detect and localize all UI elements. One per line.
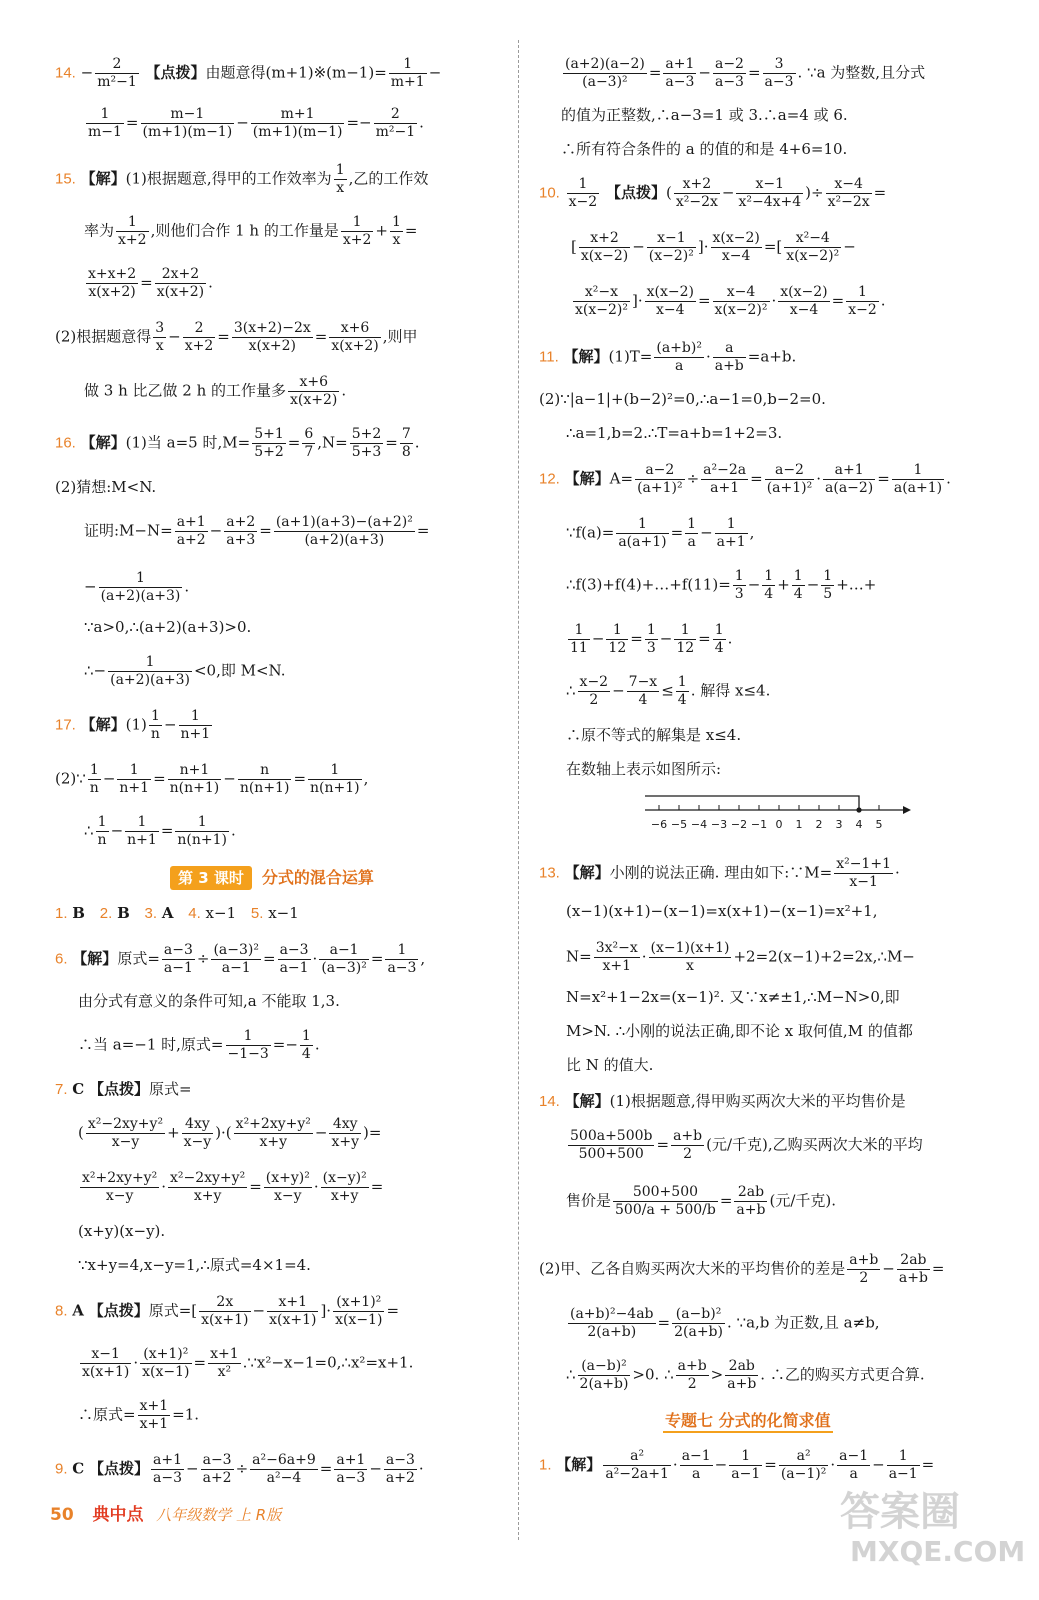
number-line-label: −3 <box>710 818 728 831</box>
equation-line: − $\frac{1}{(a+2)(a+3)}$ . <box>84 570 190 604</box>
question-number: 8. <box>55 1302 68 1320</box>
equation-line: $\frac{(a+2)(a-2)}{\text{(a−3)²}}$ = $\frac{a+1}{a-3}$ − $\frac{a-2}{a-3}$ = $\frac{3}{a-3}$ . ∵a 为整数,且分式 <box>565 56 926 90</box>
question-number: 10. <box>539 184 560 202</box>
text-line: 在数轴上表示如图所示: <box>566 760 722 778</box>
text-line: (x−1)(x+1)−(x−1)=x(x+1)−(x−1)=x²+1, <box>566 902 878 920</box>
text-line: (2)∵|a−1|+(b−2)²=0,∴a−1=0,b−2=0. <box>539 390 826 408</box>
equation-line: $\frac{x-1}{x(x+1)}$ · $\frac{\text{(x+1)²}}{x(x-1)}$ = $\frac{x+1}{\text{x²}}$ .∵x²−x−1=0,∴x²=x+1. <box>82 1346 414 1380</box>
text-line: 由分式有意义的条件可知,a 不能取 1,3. <box>78 992 340 1010</box>
solution-bracket <box>645 796 859 810</box>
text-line: ∴所有符合条件的 a 的值的和是 4+6=10. <box>561 140 848 158</box>
number-line-label: 2 <box>815 818 823 831</box>
text-line: ∵x+y=4,x−y=1,∴原式=4×1=4. <box>78 1256 311 1274</box>
number-line-label: 1 <box>795 818 803 831</box>
answer-8: 8. A 【点拨】原式=[ $\frac{2x}{x(x+1)}$ − $\frac{x+1}{x(x+1)}$ ]· $\frac{\text{(x+1)²}}{x(x-1)}$ = <box>55 1294 400 1328</box>
column-divider <box>518 40 519 1540</box>
question-number: 11. <box>539 348 559 366</box>
number-line-label: −1 <box>750 818 768 831</box>
equation-line: ∵f(a)= $\frac{1}{a(a+1)}$ = $\frac{1}{a}$ − $\frac{1}{a+1}$ , <box>566 516 755 550</box>
text-line: ∴原不等式的解集是 x≤4. <box>566 726 742 744</box>
number-line <box>641 790 911 836</box>
lesson-header <box>170 866 374 890</box>
text-line: N=x²+1−2x=(x−1)². 又∵x≠±1,∴M−N>0,即 <box>566 988 900 1006</box>
text-line: 率为 $\frac{1}{x+2}$ ,则他们合作 1 h 的工作量是 $\frac{1}{x+2}$ + $\frac{1}{x}$ = <box>84 214 418 248</box>
equation-line: 证明:M−N= $\frac{a+1}{a+2}$ − $\frac{a+2}{a+3}$ = $\frac{\text{(a+1)(a+3)−(a+2)²}}{(a+2)(a+3)}$ = <box>84 514 430 548</box>
watermark-url: MXQE.COM <box>850 1535 1026 1568</box>
equation-line: ∴ $\frac{x-2}{2}$ − $\frac{7-x}{4}$ ≤ $\frac{1}{4}$ . 解得 x≤4. <box>566 674 771 708</box>
number-line-label: −2 <box>730 818 748 831</box>
question-number: 7. <box>55 1081 68 1098</box>
question-number: 1. <box>539 1456 552 1474</box>
answer-14b: 14. 【解】(1)根据题意,得甲购买两次大米的平均售价是 <box>539 1092 906 1110</box>
number-line-label: −4 <box>690 818 708 831</box>
answer-7: 7. C 【点拨】原式= <box>55 1080 192 1098</box>
equation-line: 售价是 $\frac{500+500}{500/a + 500/b}$ = $\frac{2ab}{a+b}$ (元/千克). <box>566 1184 836 1218</box>
book-subtitle: 八年级数学 上 R版 <box>156 1506 282 1524</box>
equation-line: ∴− $\frac{1}{(a+2)(a+3)}$ <0,即 M<N. <box>84 654 286 688</box>
text-line: (2)猜想:M<N. <box>55 478 157 496</box>
text-line: ∴a=1,b=2.∴T=a+b=1+2=3. <box>566 424 783 442</box>
text-line: M>N. ∴小刚的说法正确,即不论 x 取何值,M 的值都 <box>566 1022 913 1040</box>
text-line: (2)根据题意得 $\frac{3}{x}$ − $\frac{2}{x+2}$ = $\frac{3(x+2)-2x}{x(x+2)}$ = $\frac{x+6}{x(x+2)}$ ,则甲 <box>55 320 418 354</box>
page-number: 50 <box>50 1505 74 1525</box>
equation-line: $\frac{\text{(a+b)²−4ab}}{2(a+b)}$ = $\frac{\text{(a−b)²}}{2(a+b)}$ . ∵a,b 为正数,且 a≠b, <box>570 1306 880 1340</box>
equation-line: $\frac{\text{x²−x}}{\text{x(x−2)²}}$ ]· $\frac{x(x-2)}{x-4}$ = $\frac{x-4}{\text{x(x−2)²}}$ · $\frac{x(x-2)}{x-4}$ = $\frac{1}{x-2}$ . <box>575 284 886 318</box>
text-line: 的值为正整数,∴a−3=1 或 3.∴a=4 或 6. <box>561 106 848 124</box>
equation-line: (2)甲、乙各自购买两次大米的平均售价的差是 $\frac{a+b}{2}$ − $\frac{2ab}{a+b}$ = <box>539 1252 945 1286</box>
text-line: 比 N 的值大. <box>566 1056 654 1074</box>
equation-line: ( $\frac{\text{x²−2xy+y²}}{x-y}$ + $\frac{4xy}{x-y}$ )·( $\frac{\text{x²+2xy+y²}}{x+y}$ − $\frac{4xy}{x+y}$ )= <box>78 1116 382 1150</box>
text-line: (x+y)(x−y). <box>78 1222 166 1240</box>
solution-endpoint <box>856 807 861 812</box>
answer-9: 9. C 【点拨】 $\frac{a+1}{a-3}$ − $\frac{a-3}{a+2}$ ÷ $\frac{\text{a²−6a+9}}{\text{a²−4}}$ = $\frac{a+1}{a-3}$ − $\frac{a-3}{a+2}$ · <box>55 1452 424 1486</box>
number-line-label: −6 <box>650 818 668 831</box>
answer-15: 15. 【解】(1)根据题意,得甲的工作效率为 $\frac{1}{x}$ ,乙的工作效 <box>55 162 429 196</box>
question-number: 17. <box>55 716 76 734</box>
equation-line: N= $\frac{\text{3x²−x}}{x+1}$ · $\frac{(x-1)(x+1)}{x}$ +2=2(x−1)+2=2x,∴M− <box>566 940 915 974</box>
equation-line: ∴f(3)+f(4)+…+f(11)= $\frac{1}{3}$ − $\frac{1}{4}$ + $\frac{1}{4}$ − $\frac{1}{5}$ +…+ <box>566 568 877 602</box>
lesson-title: 分式的混合运算 <box>261 868 374 887</box>
answer-11: 11. 【解】(1)T= $\frac{\text{(a+b)²}}{a}$ · $\frac{a}{a+b}$ =a+b. <box>539 340 797 374</box>
number-line-label: 4 <box>855 818 863 831</box>
page-footer <box>50 1500 281 1525</box>
question-number: 14. <box>539 1093 560 1110</box>
equation-line: ∴原式= $\frac{x+1}{x+1}$ =1. <box>78 1398 200 1432</box>
answer-6: 6. 【解】原式= $\frac{a-3}{a-1}$ ÷ $\frac{\text{(a−3)²}}{a-1}$ = $\frac{a-3}{a-1}$ · $\frac{a-1}{\text{(a−3)²}}$ = $\frac{1}{a-3}$ , <box>55 942 426 976</box>
equation-line: (2)∵ $\frac{1}{n}$ − $\frac{1}{n+1}$ = $\frac{n+1}{n(n+1)}$ − $\frac{n}{n(n+1)}$ = $\frac{1}{n(n+1)}$ , <box>55 762 369 796</box>
answer-13: 13. 【解】小刚的说法正确. 理由如下:∵M= $\frac{\text{x²−1+1}}{x-1}$ · <box>539 856 900 890</box>
question-number: 9. <box>55 1460 68 1478</box>
question-number: 12. <box>539 470 560 488</box>
equation-line: ∴当 a=−1 时,原式= $\frac{1}{-1-3}$ =− $\frac{1}{4}$ . <box>78 1028 320 1062</box>
watermark-logo: 答案圈 <box>840 1489 960 1535</box>
answer-16: 16. 【解】(1)当 a=5 时,M= $\frac{5+1}{5+2}$ = $\frac{6}{7}$ ,N= $\frac{5+2}{5+3}$ = $\frac{7}{8}$ . <box>55 426 420 460</box>
hint-tag: 【点拨】 <box>145 63 206 82</box>
number-line-arrow <box>903 806 911 814</box>
choice-answers: 1. B 2. B 3. A 4. x−1 5. x−1 <box>55 904 299 922</box>
text-line: ∵a>0,∴(a+2)(a+3)>0. <box>84 618 252 636</box>
equation-line: ∴ $\frac{1}{n}$ − $\frac{1}{n+1}$ = $\frac{1}{n(n+1)}$ . <box>84 814 236 848</box>
equation-line: $\frac{1}{11}$ − $\frac{1}{12}$ = $\frac{1}{3}$ − $\frac{1}{12}$ = $\frac{1}{4}$ . <box>570 622 733 656</box>
equation-line: [ $\frac{x+2}{x(x-2)}$ − $\frac{x-1}{\text{(x−2)²}}$ ]· $\frac{x(x-2)}{x-4}$ =[ $\frac{\text{x²−4}}{\text{x(x−2)²}}$ − <box>571 230 856 264</box>
question-number: 16. <box>55 434 76 452</box>
answer-17: 17. 【解】(1) $\frac{1}{n}$ − $\frac{1}{n+1}$ <box>55 708 211 742</box>
topic-answer-1: 1. 【解】 $\frac{\text{a²}}{\text{a²−2a+1}}$ · $\frac{a-1}{a}$ − $\frac{1}{a-1}$ = $\frac{\text{a²}}{\text{(a−1)²}}$ · $\frac{a-1}{a}$ − $\frac{1}{a-1}$ = <box>539 1448 935 1482</box>
lesson-badge: 第 3 课时 <box>170 866 252 890</box>
number-line-label: −5 <box>670 818 688 831</box>
question-number: 6. <box>55 950 68 968</box>
question-number: 14. <box>55 64 76 82</box>
question-number: 15. <box>55 170 76 188</box>
text-line: 做 3 h 比乙做 2 h 的工作量多 $\frac{x+6}{x(x+2)}$ . <box>84 374 347 408</box>
equation-line: $\frac{x+x+2}{x(x+2)}$ = $\frac{2x+2}{x(x+2)}$ . <box>88 266 213 300</box>
number-line-label: 5 <box>875 818 883 831</box>
equation-line: $\frac{\text{x²+2xy+y²}}{x-y}$ · $\frac{\text{x²−2xy+y²}}{x+y}$ = $\frac{\text{(x+y)²}}{x-y}$ · $\frac{\text{(x−y)²}}{x+y}$ = <box>82 1170 384 1204</box>
answer-12: 12. 【解】A= $\frac{a-2}{\text{(a+1)²}}$ ÷ $\frac{\text{a²−2a}}{a+1}$ = $\frac{a-2}{\text{(a+1)²}}$ · $\frac{a+1}{a(a-2)}$ = $\frac{1}{a(a+1)}$ . <box>539 462 951 496</box>
number-line-label: 0 <box>775 818 783 831</box>
equation-line: ∴ $\frac{\text{(a−b)²}}{2(a+b)}$ >0. ∴ $\frac{a+b}{2}$ > $\frac{2ab}{a+b}$ . ∴乙的购买方式更合算. <box>566 1358 925 1392</box>
answer-10: 10. $\frac{1}{x-2}$ 【点拨】( $\frac{x+2}{\text{x²−2x}}$ − $\frac{x-1}{\text{x²−4x+4}}$ )÷ $\frac{x-4}{\text{x²−2x}}$ = <box>539 176 887 210</box>
number-line-label: 3 <box>835 818 843 831</box>
brand-logo: 典中点 <box>92 1505 144 1525</box>
question-number: 13. <box>539 864 560 882</box>
answer-14: 14. − $\frac{2}{\text{m²−1}}$ 【点拨】由题意得(m+1)※(m−1)= $\frac{1}{m+1}$ − <box>55 56 442 90</box>
equation-line: $\frac{1}{m-1}$ = $\frac{m-1}{(m+1)(m-1)}$ − $\frac{m+1}{(m+1)(m-1)}$ =− $\frac{2}{\text{m²−1}}$ . <box>88 106 424 140</box>
topic-title: 专题七 分式的化简求值 <box>663 1408 833 1433</box>
equation-line: $\frac{500a+500b}{500+500}$ = $\frac{a+b}{2}$ (元/千克),乙购买两次大米的平均 <box>570 1128 923 1162</box>
